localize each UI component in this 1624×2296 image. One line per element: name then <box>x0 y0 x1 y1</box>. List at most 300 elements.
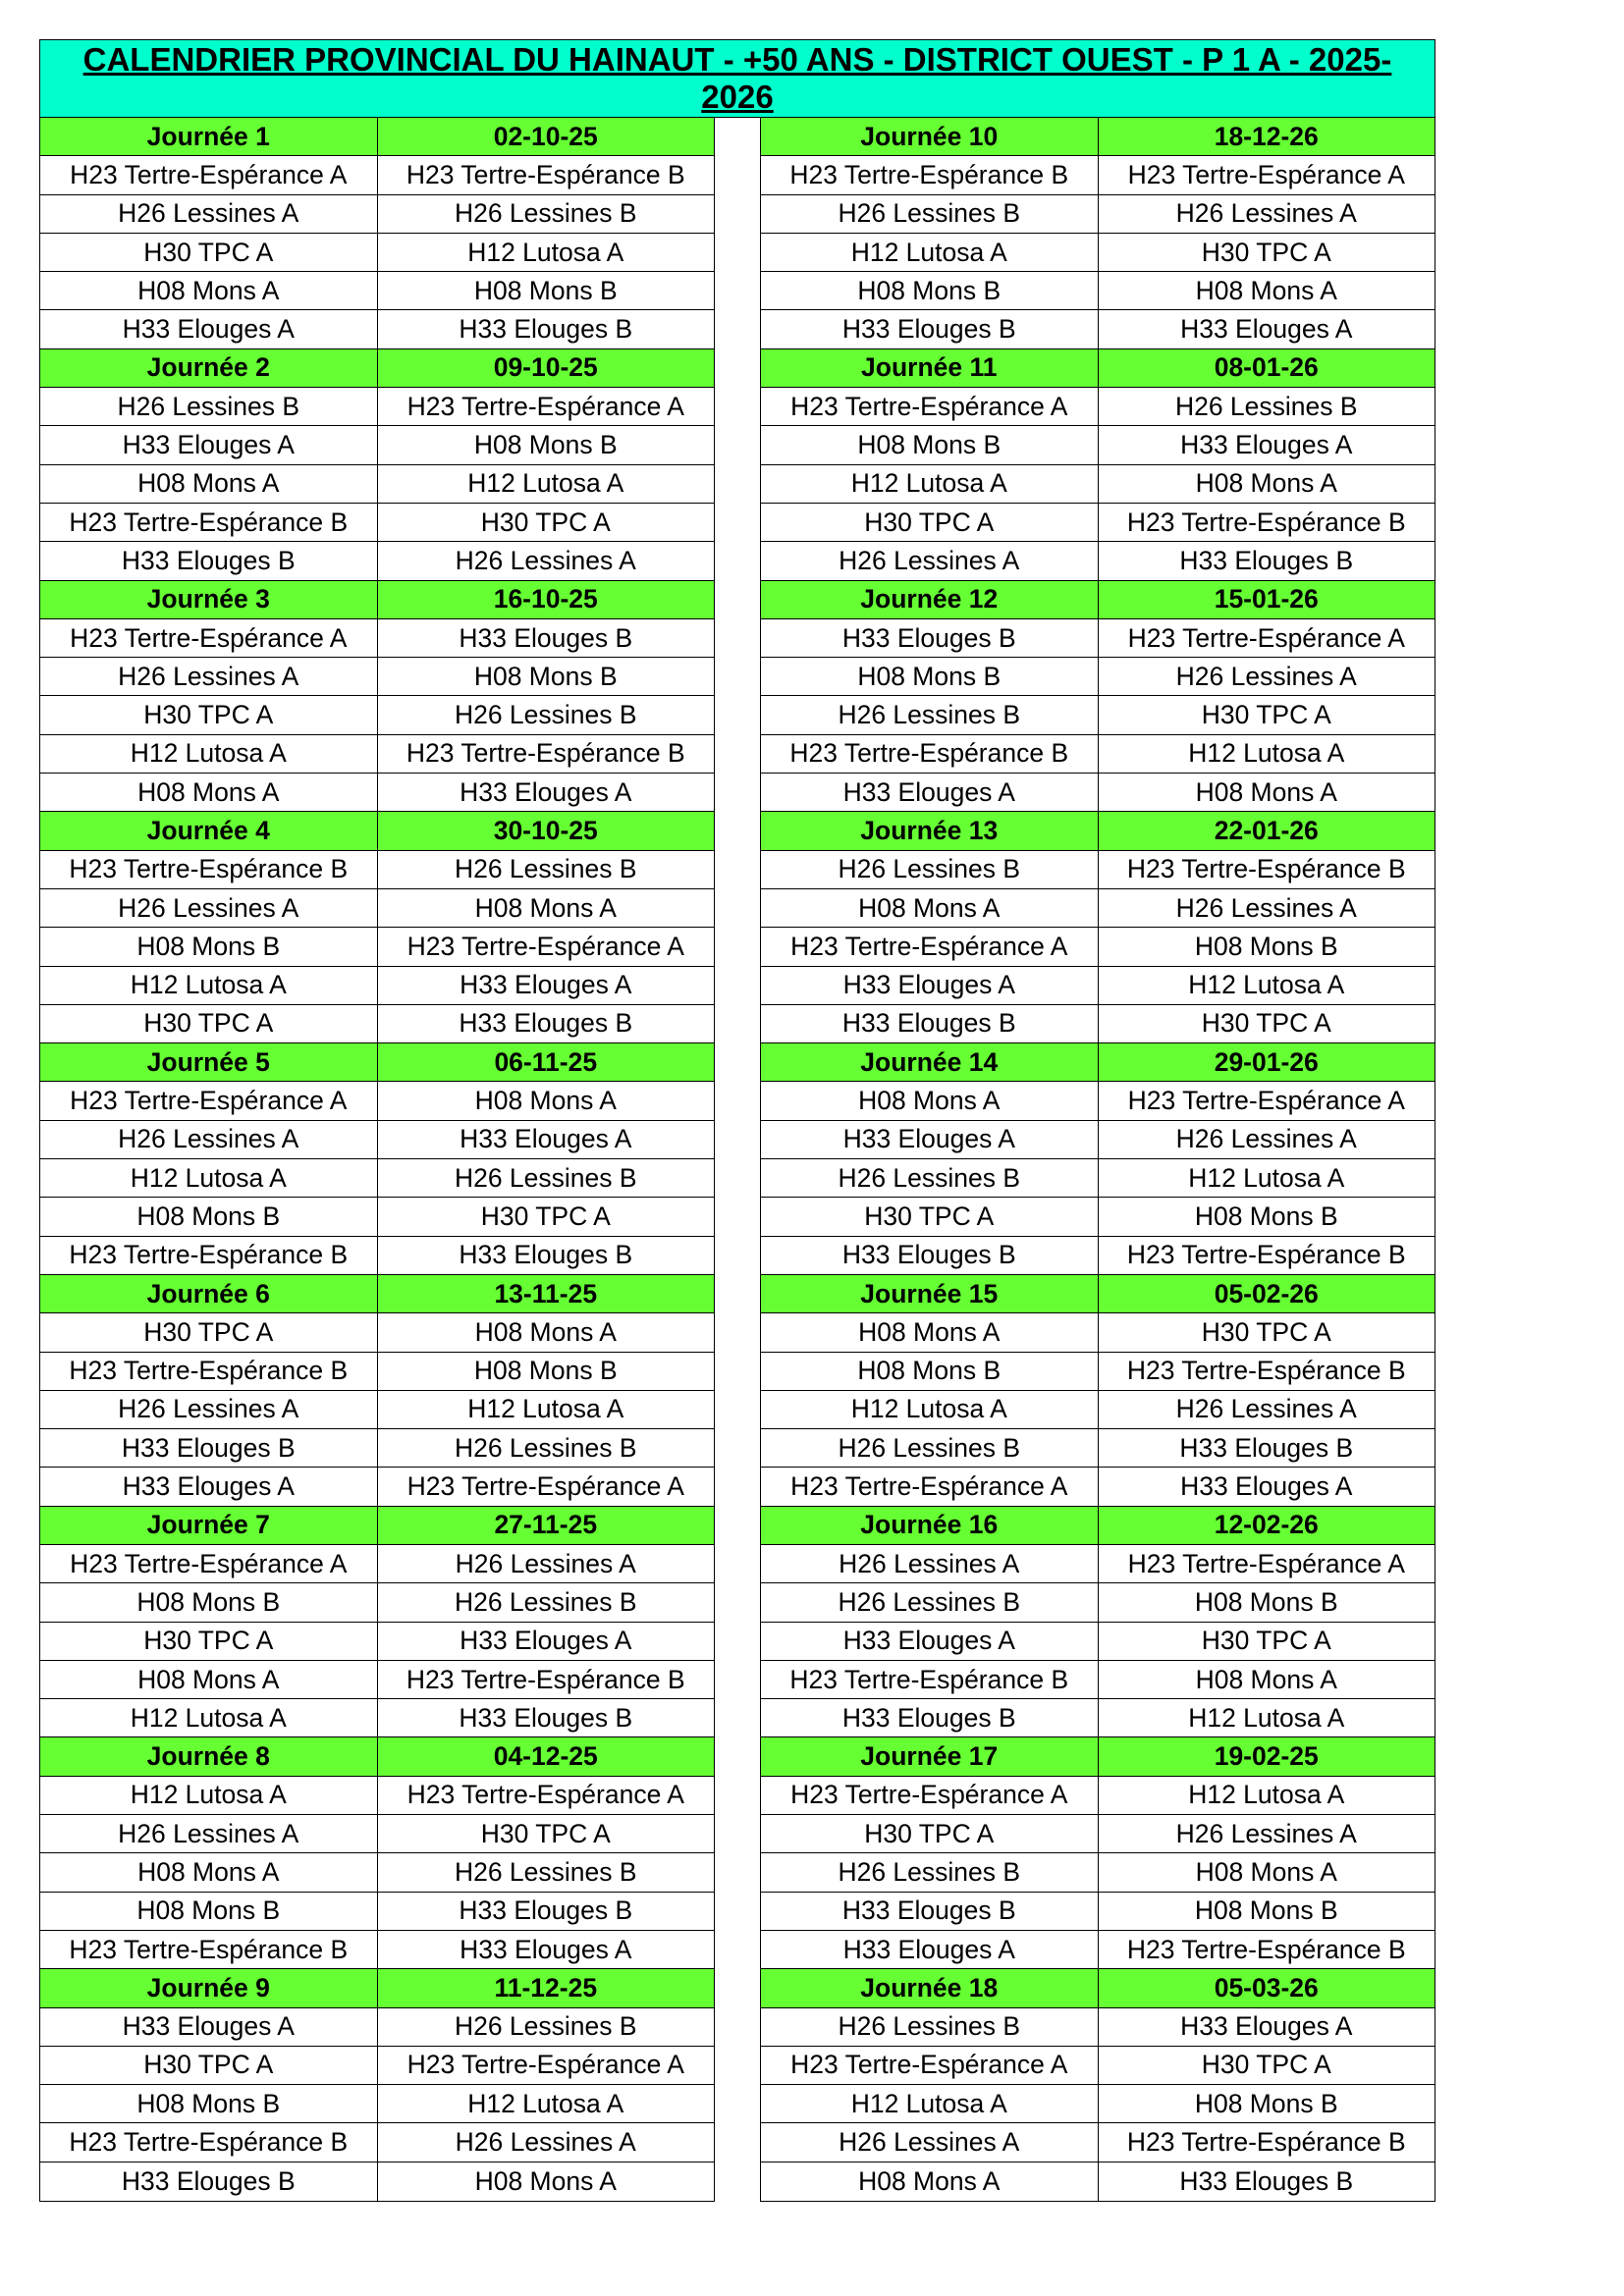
home-team: H33 Elouges B <box>761 310 1098 348</box>
home-team: H08 Mons A <box>40 465 377 504</box>
away-team: H33 Elouges A <box>1098 310 1435 348</box>
away-team: H33 Elouges A <box>1098 426 1435 464</box>
match-row <box>40 272 714 310</box>
round-date: 15-01-26 <box>1098 581 1435 619</box>
match-row <box>40 234 714 272</box>
home-team: H30 TPC A <box>761 504 1098 542</box>
match-row <box>40 1583 714 1622</box>
match-row <box>40 1853 714 1892</box>
round-date: 30-10-25 <box>377 812 715 850</box>
match-row <box>40 1893 714 1931</box>
match-row <box>40 426 714 464</box>
away-team: H33 Elouges A <box>377 1623 715 1661</box>
match-row <box>761 2123 1435 2162</box>
home-team: H33 Elouges B <box>761 1237 1098 1275</box>
home-team: H23 Tertre-Espérance A <box>40 156 377 194</box>
match-row <box>40 504 714 542</box>
round-label: Journée 7 <box>40 1507 377 1545</box>
away-team: H12 Lutosa A <box>1098 735 1435 774</box>
away-team: H23 Tertre-Espérance A <box>1098 619 1435 658</box>
away-team: H12 Lutosa A <box>1098 967 1435 1005</box>
home-team: H26 Lessines A <box>40 889 377 928</box>
away-team: H33 Elouges A <box>377 774 715 812</box>
away-team: H33 Elouges B <box>1098 1429 1435 1468</box>
round-date: 18-12-26 <box>1098 118 1435 156</box>
home-team: H33 Elouges A <box>761 1931 1098 1969</box>
match-row <box>761 2163 1435 2201</box>
home-team: H26 Lessines B <box>40 388 377 426</box>
match-row <box>761 1545 1435 1583</box>
home-team: H23 Tertre-Espérance B <box>40 504 377 542</box>
match-row <box>761 889 1435 928</box>
match-row <box>761 1699 1435 1737</box>
match-row <box>761 1815 1435 1853</box>
match-row <box>761 1623 1435 1661</box>
match-row <box>40 1931 714 1969</box>
home-team: H26 Lessines A <box>761 542 1098 580</box>
away-team: H23 Tertre-Espérance B <box>1098 504 1435 542</box>
away-team: H08 Mons B <box>377 658 715 696</box>
home-team: H23 Tertre-Espérance A <box>761 388 1098 426</box>
home-team: H26 Lessines B <box>761 1583 1098 1622</box>
away-team: H30 TPC A <box>1098 234 1435 272</box>
away-team: H08 Mons A <box>377 889 715 928</box>
match-row <box>761 1237 1435 1275</box>
match-row <box>761 1853 1435 1892</box>
home-team: H08 Mons B <box>40 1583 377 1622</box>
away-team: H23 Tertre-Espérance A <box>377 388 715 426</box>
away-team: H33 Elouges B <box>377 1893 715 1931</box>
away-team: H23 Tertre-Espérance A <box>377 1777 715 1815</box>
home-team: H08 Mons A <box>40 1853 377 1892</box>
away-team: H23 Tertre-Espérance A <box>377 928 715 966</box>
match-row <box>40 1121 714 1159</box>
away-team: H26 Lessines A <box>377 1545 715 1583</box>
match-row <box>40 1198 714 1236</box>
away-team: H30 TPC A <box>1098 2047 1435 2085</box>
away-team: H08 Mons A <box>1098 465 1435 504</box>
match-row <box>40 1777 714 1815</box>
match-row <box>40 1429 714 1468</box>
home-team: H12 Lutosa A <box>40 1777 377 1815</box>
match-row <box>40 1237 714 1275</box>
away-team: H26 Lessines B <box>377 1583 715 1622</box>
home-team: H08 Mons B <box>761 426 1098 464</box>
match-row <box>40 1353 714 1391</box>
home-team: H23 Tertre-Espérance A <box>761 2047 1098 2085</box>
match-row <box>761 1198 1435 1236</box>
home-team: H23 Tertre-Espérance A <box>761 1468 1098 1506</box>
round-header <box>761 1507 1435 1545</box>
home-team: H08 Mons B <box>40 1893 377 1931</box>
match-row <box>40 1815 714 1853</box>
home-team: H08 Mons A <box>40 774 377 812</box>
home-team: H30 TPC A <box>761 1198 1098 1236</box>
away-team: H23 Tertre-Espérance B <box>377 156 715 194</box>
away-team: H08 Mons B <box>377 1353 715 1391</box>
match-row <box>40 2163 714 2201</box>
round-date: 04-12-25 <box>377 1737 715 1776</box>
match-row <box>40 1545 714 1583</box>
match-row <box>40 1699 714 1737</box>
home-team: H26 Lessines A <box>40 1815 377 1853</box>
home-team: H30 TPC A <box>40 1005 377 1043</box>
match-row <box>761 1121 1435 1159</box>
away-team: H23 Tertre-Espérance B <box>377 1661 715 1699</box>
round-header <box>761 1275 1435 1313</box>
away-team: H12 Lutosa A <box>1098 1699 1435 1737</box>
match-row <box>40 465 714 504</box>
away-team: H12 Lutosa A <box>377 2085 715 2123</box>
round-label: Journée 14 <box>761 1043 1098 1082</box>
home-team: H23 Tertre-Espérance B <box>40 1353 377 1391</box>
match-row <box>40 1005 714 1043</box>
away-team: H26 Lessines A <box>1098 1391 1435 1429</box>
away-team: H26 Lessines B <box>377 1853 715 1892</box>
home-team: H26 Lessines B <box>761 1853 1098 1892</box>
away-team: H08 Mons A <box>1098 774 1435 812</box>
round-header <box>40 1275 714 1313</box>
home-team: H12 Lutosa A <box>761 1391 1098 1429</box>
home-team: H23 Tertre-Espérance B <box>761 1661 1098 1699</box>
away-team: H08 Mons A <box>377 1082 715 1120</box>
away-team: H12 Lutosa A <box>377 234 715 272</box>
away-team: H33 Elouges A <box>1098 1468 1435 1506</box>
away-team: H23 Tertre-Espérance B <box>1098 1353 1435 1391</box>
away-team: H30 TPC A <box>1098 1313 1435 1352</box>
home-team: H23 Tertre-Espérance A <box>40 619 377 658</box>
match-row <box>761 1468 1435 1506</box>
round-header <box>761 812 1435 850</box>
away-team: H33 Elouges B <box>377 619 715 658</box>
home-team: H26 Lessines B <box>761 1159 1098 1198</box>
match-row <box>40 928 714 966</box>
home-team: H23 Tertre-Espérance B <box>40 1237 377 1275</box>
away-team: H23 Tertre-Espérance B <box>1098 851 1435 889</box>
round-label: Journée 12 <box>761 581 1098 619</box>
home-team: H12 Lutosa A <box>40 1699 377 1737</box>
home-team: H33 Elouges A <box>761 1121 1098 1159</box>
away-team: H12 Lutosa A <box>1098 1777 1435 1815</box>
schedule-right-column <box>760 118 1435 2202</box>
away-team: H26 Lessines A <box>1098 658 1435 696</box>
away-team: H26 Lessines A <box>377 2123 715 2162</box>
home-team: H23 Tertre-Espérance B <box>40 851 377 889</box>
round-label: Journée 4 <box>40 812 377 850</box>
match-row <box>40 542 714 580</box>
away-team: H08 Mons A <box>1098 1661 1435 1699</box>
match-row <box>40 195 714 234</box>
round-header <box>40 349 714 388</box>
match-row <box>761 234 1435 272</box>
match-row <box>761 1931 1435 1969</box>
round-header <box>40 1507 714 1545</box>
home-team: H33 Elouges B <box>121 2165 296 2196</box>
home-team: H12 Lutosa A <box>761 234 1098 272</box>
home-team: H26 Lessines A <box>40 1121 377 1159</box>
round-header <box>40 581 714 619</box>
home-team: H33 Elouges A <box>40 426 377 464</box>
match-row <box>761 1429 1435 1468</box>
round-date: 12-02-26 <box>1098 1507 1435 1545</box>
round-header <box>761 1043 1435 1082</box>
match-row <box>761 1313 1435 1352</box>
round-label: Journée 16 <box>761 1507 1098 1545</box>
home-team: H33 Elouges B <box>761 1005 1098 1043</box>
home-team: H08 Mons B <box>40 1198 377 1236</box>
home-team: H12 Lutosa A <box>40 967 377 1005</box>
home-team: H23 Tertre-Espérance B <box>761 156 1098 194</box>
home-team: H30 TPC A <box>761 1815 1098 1853</box>
round-date: 27-11-25 <box>377 1507 715 1545</box>
away-team: H12 Lutosa A <box>1098 1159 1435 1198</box>
away-team: H23 Tertre-Espérance A <box>1098 1082 1435 1120</box>
home-team: H08 Mons A <box>761 889 1098 928</box>
home-team: H30 TPC A <box>40 1623 377 1661</box>
match-row <box>40 619 714 658</box>
away-team: H33 Elouges A <box>377 1931 715 1969</box>
round-header <box>40 1737 714 1776</box>
match-row <box>761 1893 1435 1931</box>
round-date: 02-10-25 <box>377 118 715 156</box>
round-label: Journée 9 <box>40 1969 377 2007</box>
match-row <box>761 2008 1435 2047</box>
home-team: H08 Mons A <box>761 1082 1098 1120</box>
round-label: Journée 10 <box>761 118 1098 156</box>
round-date: 22-01-26 <box>1098 812 1435 850</box>
away-team: H26 Lessines B <box>377 696 715 734</box>
match-row <box>761 774 1435 812</box>
home-team: H33 Elouges B <box>40 542 377 580</box>
round-label: Journée 17 <box>761 1737 1098 1776</box>
match-row <box>761 156 1435 194</box>
home-team: H30 TPC A <box>40 1313 377 1352</box>
match-row <box>761 967 1435 1005</box>
home-team: H33 Elouges B <box>761 1699 1098 1737</box>
home-team: H23 Tertre-Espérance A <box>40 1082 377 1120</box>
away-team: H26 Lessines B <box>377 2008 715 2047</box>
match-row <box>761 542 1435 580</box>
round-date: 29-01-26 <box>1098 1043 1435 1082</box>
match-row <box>761 1777 1435 1815</box>
away-team: H08 Mons B <box>1098 1583 1435 1622</box>
round-date: 11-12-25 <box>377 1969 715 2007</box>
home-team: H33 Elouges A <box>40 2008 377 2047</box>
match-row <box>40 889 714 928</box>
match-row <box>40 774 714 812</box>
home-team: H33 Elouges A <box>761 774 1098 812</box>
round-date: 05-02-26 <box>1098 1275 1435 1313</box>
match-row <box>761 2047 1435 2085</box>
home-team: H08 Mons B <box>761 1353 1098 1391</box>
away-team: H08 Mons B <box>1098 1893 1435 1931</box>
away-team: H30 TPC A <box>377 1198 715 1236</box>
away-team: H08 Mons B <box>1098 928 1435 966</box>
away-team: H33 Elouges A <box>1098 2008 1435 2047</box>
away-team: H08 Mons B <box>377 426 715 464</box>
match-row <box>40 967 714 1005</box>
home-team: H23 Tertre-Espérance A <box>761 928 1098 966</box>
match-row <box>40 156 714 194</box>
away-team: H08 Mons A <box>377 1313 715 1352</box>
match-row <box>761 426 1435 464</box>
away-team: H26 Lessines B <box>377 851 715 889</box>
away-team: H23 Tertre-Espérance A <box>377 2047 715 2085</box>
away-team: H33 Elouges A <box>377 1121 715 1159</box>
away-team: H23 Tertre-Espérance B <box>1098 1931 1435 1969</box>
round-label: Journée 5 <box>40 1043 377 1082</box>
away-team: H12 Lutosa A <box>377 465 715 504</box>
away-team: H23 Tertre-Espérance B <box>1098 1237 1435 1275</box>
match-row <box>40 388 714 426</box>
home-team: H26 Lessines B <box>761 851 1098 889</box>
away-team: H33 Elouges B <box>377 310 715 348</box>
away-team: H33 Elouges B <box>377 1005 715 1043</box>
away-team: H33 Elouges B <box>1098 542 1435 580</box>
home-team: H08 Mons A <box>761 1313 1098 1352</box>
home-team: H08 Mons B <box>761 272 1098 310</box>
away-team: H30 TPC A <box>1098 696 1435 734</box>
home-team: H33 Elouges A <box>40 1468 377 1506</box>
match-row <box>40 658 714 696</box>
match-row <box>761 504 1435 542</box>
round-header <box>761 1737 1435 1776</box>
away-team: H33 Elouges B <box>377 1237 715 1275</box>
home-team: H26 Lessines B <box>761 696 1098 734</box>
match-row <box>40 1313 714 1352</box>
away-team: H26 Lessines B <box>1098 388 1435 426</box>
round-label: Journée 15 <box>761 1275 1098 1313</box>
match-row <box>761 1661 1435 1699</box>
match-row <box>761 2085 1435 2123</box>
match-row <box>761 619 1435 658</box>
round-header <box>761 1969 1435 2007</box>
away-team: H26 Lessines A <box>1098 1815 1435 1853</box>
home-team: H08 Mons B <box>761 658 1098 696</box>
match-row <box>761 851 1435 889</box>
home-team: H12 Lutosa A <box>761 2085 1098 2123</box>
home-team: H26 Lessines A <box>40 658 377 696</box>
match-row <box>40 1468 714 1506</box>
round-label: Journée 8 <box>40 1737 377 1776</box>
round-label: Journée 6 <box>40 1275 377 1313</box>
match-row <box>40 1391 714 1429</box>
match-row <box>761 928 1435 966</box>
match-row <box>40 1661 714 1699</box>
match-row <box>761 388 1435 426</box>
away-team: H23 Tertre-Espérance B <box>377 735 715 774</box>
home-team: H08 Mons A <box>858 2165 1001 2196</box>
match-row <box>40 2008 714 2047</box>
home-team: H26 Lessines B <box>761 1429 1098 1468</box>
match-row <box>761 195 1435 234</box>
calendar-sheet <box>39 39 1435 2202</box>
home-team: H08 Mons A <box>40 1661 377 1699</box>
schedule-left-column <box>39 118 715 2202</box>
home-team: H23 Tertre-Espérance B <box>761 735 1098 774</box>
home-team: H23 Tertre-Espérance B <box>40 1931 377 1969</box>
away-team: H23 Tertre-Espérance A <box>377 1468 715 1506</box>
page-title: CALENDRIER PROVINCIAL DU HAINAUT - +50 ANS - DISTRICT OUEST - P 1 A - 2025-2026 <box>39 39 1435 118</box>
away-team: H26 Lessines B <box>377 1429 715 1468</box>
away-team: H23 Tertre-Espérance A <box>1098 1545 1435 1583</box>
round-date: 08-01-26 <box>1098 349 1435 388</box>
home-team: H26 Lessines A <box>761 2123 1098 2162</box>
round-label: Journée 18 <box>761 1969 1098 2007</box>
home-team: H33 Elouges B <box>761 1893 1098 1931</box>
match-row <box>761 1082 1435 1120</box>
match-row <box>761 272 1435 310</box>
home-team: H33 Elouges B <box>40 1429 377 1468</box>
away-team: H08 Mons B <box>377 272 715 310</box>
home-team: H23 Tertre-Espérance A <box>40 1545 377 1583</box>
away-team: H30 TPC A <box>377 504 715 542</box>
home-team: H30 TPC A <box>40 696 377 734</box>
home-team: H08 Mons B <box>40 928 377 966</box>
match-row <box>761 658 1435 696</box>
round-header <box>761 581 1435 619</box>
home-team: H30 TPC A <box>40 2047 377 2085</box>
match-row <box>40 310 714 348</box>
match-row <box>40 1082 714 1120</box>
home-team: H33 Elouges A <box>761 967 1098 1005</box>
away-team: H30 TPC A <box>1098 1005 1435 1043</box>
away-team: H26 Lessines B <box>377 195 715 234</box>
round-date: 16-10-25 <box>377 581 715 619</box>
match-row <box>761 1391 1435 1429</box>
round-label: Journée 3 <box>40 581 377 619</box>
home-team: H33 Elouges A <box>40 310 377 348</box>
home-team: H26 Lessines A <box>40 195 377 234</box>
match-row <box>761 1159 1435 1198</box>
match-row <box>761 735 1435 774</box>
home-team: H12 Lutosa A <box>40 1159 377 1198</box>
round-header <box>40 1969 714 2007</box>
home-team: H26 Lessines A <box>40 1391 377 1429</box>
away-team: H08 Mons A <box>1098 1853 1435 1892</box>
round-header <box>40 1043 714 1082</box>
match-row <box>40 1159 714 1198</box>
away-team: H08 Mons B <box>1098 1198 1435 1236</box>
match-row <box>40 2047 714 2085</box>
round-header <box>761 118 1435 156</box>
round-date: 05-03-26 <box>1098 1969 1435 2007</box>
round-label: Journée 13 <box>761 812 1098 850</box>
away-team: H26 Lessines B <box>377 1159 715 1198</box>
round-date: 19-02-25 <box>1098 1737 1435 1776</box>
match-row <box>40 2123 714 2162</box>
home-team: H26 Lessines B <box>761 2008 1098 2047</box>
home-team: H30 TPC A <box>40 234 377 272</box>
match-row <box>40 1623 714 1661</box>
match-row <box>761 310 1435 348</box>
away-team: H33 Elouges B <box>1098 2163 1435 2201</box>
home-team: H12 Lutosa A <box>761 465 1098 504</box>
away-team: H26 Lessines A <box>1098 195 1435 234</box>
round-header <box>761 349 1435 388</box>
away-team: H23 Tertre-Espérance B <box>1098 2123 1435 2162</box>
match-row <box>761 465 1435 504</box>
home-team: H33 Elouges A <box>761 1623 1098 1661</box>
match-row <box>761 1353 1435 1391</box>
home-team: H26 Lessines B <box>761 195 1098 234</box>
away-team: H08 Mons A <box>1098 272 1435 310</box>
round-header <box>40 812 714 850</box>
home-team: H23 Tertre-Espérance A <box>761 1777 1098 1815</box>
round-date: 13-11-25 <box>377 1275 715 1313</box>
home-team: H33 Elouges B <box>761 619 1098 658</box>
match-row <box>761 1583 1435 1622</box>
